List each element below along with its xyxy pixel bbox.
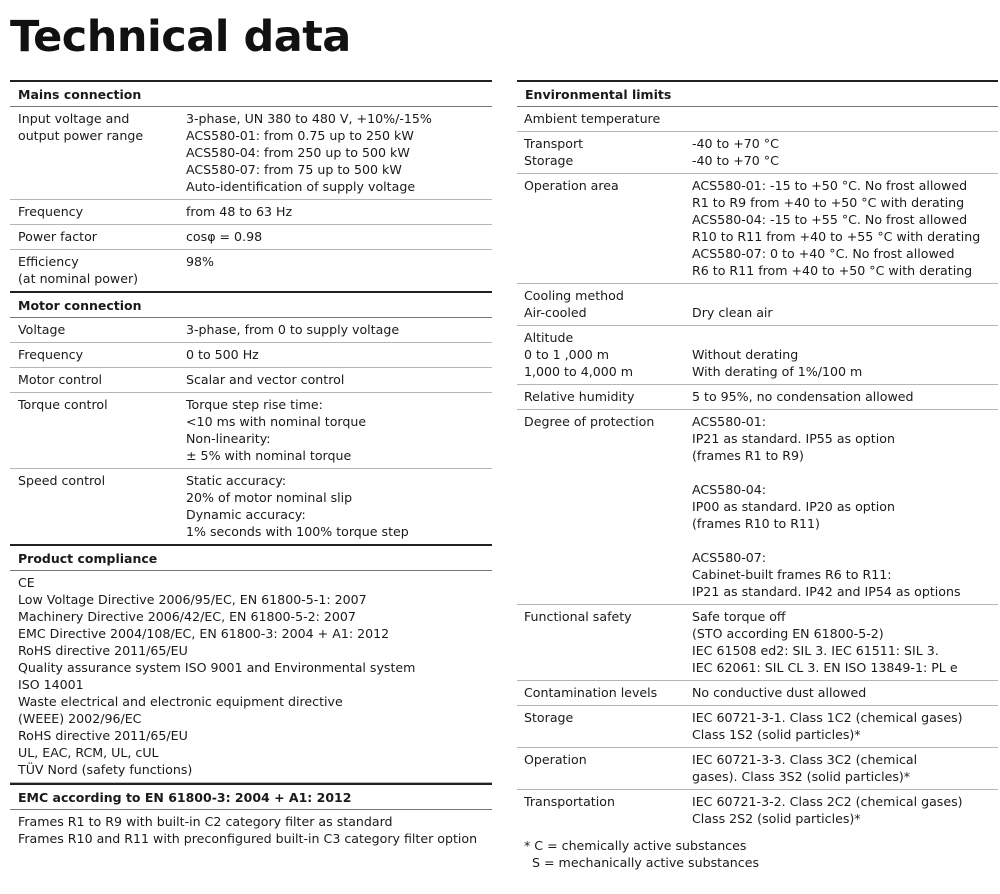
- motor-connection-table: [10, 318, 492, 544]
- row-value: 5 to 95%, no condensation allowed: [692, 389, 914, 404]
- table-row: [517, 681, 998, 706]
- page-title: Technical data: [10, 12, 351, 62]
- table-row: [517, 132, 998, 174]
- table-row: [10, 250, 492, 291]
- row-value: Safe torque off (STO according EN 61800-5-2) IEC 61508 ed2: SIL 3. IEC 61511: SIL 3. IEC 62061: SIL CL 3. EN ISO 13849-1: PL e: [692, 609, 958, 675]
- emc-text: Frames R1 to R9 with built-in C2 category filter as standard Frames R10 and R11 with preconfigured built-in C3 category filter option: [18, 814, 478, 846]
- table-row: [517, 790, 998, 831]
- row-label: Frequency: [18, 204, 84, 219]
- row-label: Input voltage and output power range: [18, 111, 144, 143]
- row-label: Operation area: [524, 178, 619, 193]
- row-value: 3-phase, from 0 to supply voltage: [186, 322, 400, 337]
- row-value: cosφ = 0.98: [186, 229, 263, 244]
- row-value: Torque step rise time: <10 ms with nominal torque Non-linearity: ± 5% with nominal torque: [186, 397, 367, 463]
- table-row: [517, 605, 998, 681]
- row-label: Power factor: [18, 229, 97, 244]
- table-row: [517, 410, 998, 605]
- row-value: 98%: [186, 254, 214, 269]
- row-value: IEC 60721-3-1. Class 1C2 (chemical gases) Class 1S2 (solid particles)*: [692, 710, 963, 742]
- left-column: [10, 80, 492, 851]
- row-value: 3-phase, UN 380 to 480 V, +10%/-15% ACS580-01: from 0.75 up to 250 kW ACS580-04: from 250 up to 500 kW ACS580-07: from 75 up to 500 kW Auto-identification of supply voltage: [186, 111, 432, 194]
- row-label: Altitude 0 to 1 ,000 m 1,000 to 4,000 m: [524, 330, 634, 379]
- motor-connection-header: Motor connection: [10, 291, 492, 318]
- row-label: Functional safety: [524, 609, 632, 624]
- row-label: Torque control: [18, 397, 108, 412]
- row-value: Without derating With derating of 1%/100 m: [692, 347, 863, 379]
- row-value: No conductive dust allowed: [692, 685, 867, 700]
- row-label: Transport Storage: [524, 136, 584, 168]
- row-value: Scalar and vector control: [186, 372, 345, 387]
- row-label: Cooling method Air-cooled: [524, 288, 624, 320]
- row-value: 0 to 500 Hz: [186, 347, 259, 362]
- environmental-limits-header: Environmental limits: [517, 80, 998, 107]
- right-column: [517, 80, 998, 871]
- table-row: [10, 318, 492, 343]
- row-value: ACS580-01: -15 to +50 °C. No frost allowed R1 to R9 from +40 to +50 °C with derating ACS580-04: -15 to +55 °C. No frost allowed R10 to R11 from +40 to +55 °C with derating ACS580-07: 0 to +40 °C. No frost allowed R6 to R11 from +40 to +50 °C with derating: [692, 178, 981, 278]
- row-value: Dry clean air: [692, 305, 773, 320]
- product-compliance-text: CE Low Voltage Directive 2006/95/EC, EN 61800-5-1: 2007 Machinery Directive 2006/42/EC, EN 61800-5-2: 2007 EMC Directive 2004/108/EC, EN 61800-3: 2004 + A1: 2012 RoHS directive 2011/65/EU Quality assurance system ISO 9001 and Environmental system ISO 14001 Waste electrical and electronic equipment directive (WEEE) 2002/96/EC RoHS directive 2011/65/EU UL, EAC, RCM, UL, cUL TÜV Nord (safety functions): [10, 571, 492, 783]
- row-label: Degree of protection: [524, 414, 655, 429]
- table-row: [517, 748, 998, 790]
- emc-header: EMC according to EN 61800-3: 2004 + A1: 2012: [10, 783, 492, 810]
- row-label: Frequency: [18, 347, 84, 362]
- row-label: Efficiency (at nominal power): [18, 254, 139, 286]
- environmental-limits-table: [517, 107, 998, 831]
- table-row: [10, 200, 492, 225]
- table-row: [10, 225, 492, 250]
- row-label: Transportation: [524, 794, 615, 809]
- row-label: Speed control: [18, 473, 106, 488]
- row-value: from 48 to 63 Hz: [186, 204, 293, 219]
- table-row: [517, 284, 998, 326]
- row-value: -40 to +70 °C -40 to +70 °C: [692, 136, 779, 168]
- footnote: * C = chemically active substances S = mechanically active substances: [524, 838, 760, 870]
- row-label: Voltage: [18, 322, 66, 337]
- table-row: [517, 107, 998, 132]
- table-row: [517, 706, 998, 748]
- mains-connection-table: [10, 107, 492, 291]
- table-row: [517, 174, 998, 284]
- table-row: [10, 368, 492, 393]
- row-label: Contamination levels: [524, 685, 658, 700]
- row-label: Storage: [524, 710, 574, 725]
- product-compliance-header: Product compliance: [10, 544, 492, 571]
- table-row: [517, 385, 998, 410]
- row-value: ACS580-01: IP21 as standard. IP55 as option (frames R1 to R9) ACS580-04: IP00 as standard. IP20 as option (frames R10 to R11) ACS580-07: Cabinet-built frames R6 to R11: IP21 as standard. IP42 and IP54 as options: [692, 414, 961, 599]
- row-value: IEC 60721-3-2. Class 2C2 (chemical gases) Class 2S2 (solid particles)*: [692, 794, 963, 826]
- mains-connection-header: Mains connection: [10, 80, 492, 107]
- row-label: Motor control: [18, 372, 103, 387]
- table-row: [10, 107, 492, 200]
- row-label: Ambient temperature: [524, 111, 661, 126]
- table-row: [10, 343, 492, 368]
- row-value: Static accuracy: 20% of motor nominal slip Dynamic accuracy: 1% seconds with 100% torque step: [186, 473, 409, 539]
- row-value: IEC 60721-3-3. Class 3C2 (chemical gases). Class 3S2 (solid particles)*: [692, 752, 918, 784]
- row-value: [692, 107, 998, 131]
- table-row: [10, 393, 492, 469]
- table-row: [10, 469, 492, 544]
- row-label: Relative humidity: [524, 389, 635, 404]
- row-label: Operation: [524, 752, 587, 767]
- table-row: [517, 326, 998, 385]
